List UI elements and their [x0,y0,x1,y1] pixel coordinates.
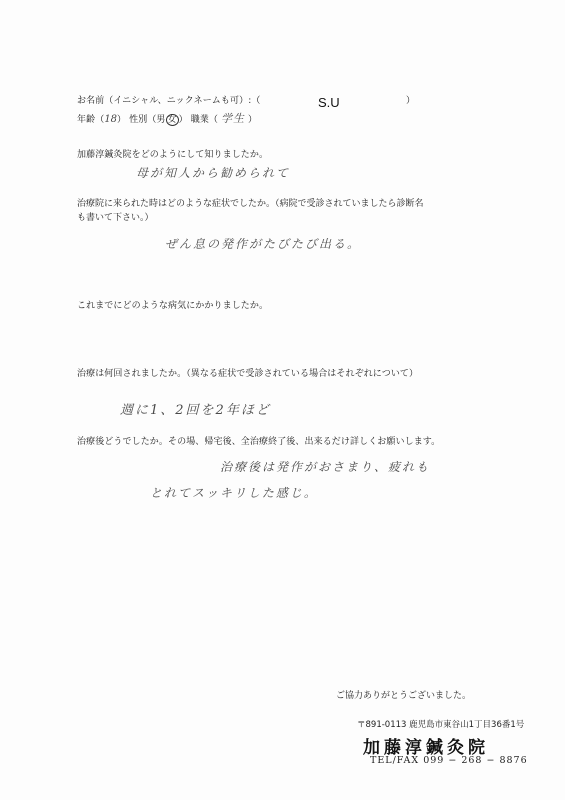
answer-how-known: 母が知人から勧められて [136,166,291,180]
question-after-treatment: 治療後どうでしたか。その場、帰宅後、全治療終了後、出来るだけ詳しくお願いします。 [77,437,441,447]
age-close: ） [117,115,127,125]
profile-row [77,113,257,126]
name-value: S.U [318,95,340,110]
age-value: 18 [104,114,118,125]
answer-treatment-count: 週に1、2回を2年ほど [120,403,271,418]
age-label: 年齢（ [77,115,105,125]
gender-close: ） [178,115,188,125]
answer-symptoms: ぜん息の発作がたびたび出る。 [165,237,362,251]
clinic-name: 加藤淳鍼灸院 [363,738,489,758]
occupation-label: 職業（ [190,115,219,125]
name-row [77,95,260,107]
occupation-value: 学生 [221,112,245,125]
name-close: ） [406,96,416,106]
question-treatment-count: 治療は何回されましたか。（異なる症状で受診されている場合はそれぞれについて） [77,369,419,379]
answer-after-treatment-line2: とれてスッキリした感じ。 [150,486,318,500]
question-past-illness: これまでにどのような病気にかかりましたか。 [77,301,269,311]
thanks-note: ご協力ありがとうございました。 [336,691,472,701]
clinic-tel-fax: TEL/FAX 099 − 268 − 8876 [370,755,528,766]
gender-label: 性別（男 [129,115,166,125]
question-how-known: 加藤淳鍼灸院をどのようにして知りましたか。 [77,150,269,160]
question-symptoms: 治療院に来られた時はどのような症状でしたか。（病院で受診されていましたら診断名も書いて下さい。） [77,199,424,223]
gender-female-circled: 女 [167,115,177,125]
name-label: お名前（イニシャル、ニックネームも可）:（ [77,96,261,106]
occupation-close: ） [247,115,258,125]
clinic-address: 〒891-0113 鹿児島市東谷山1丁目36番1号 [357,720,525,730]
answer-after-treatment-line1: 治療後は発作がおさまり、疲れも [220,460,431,474]
